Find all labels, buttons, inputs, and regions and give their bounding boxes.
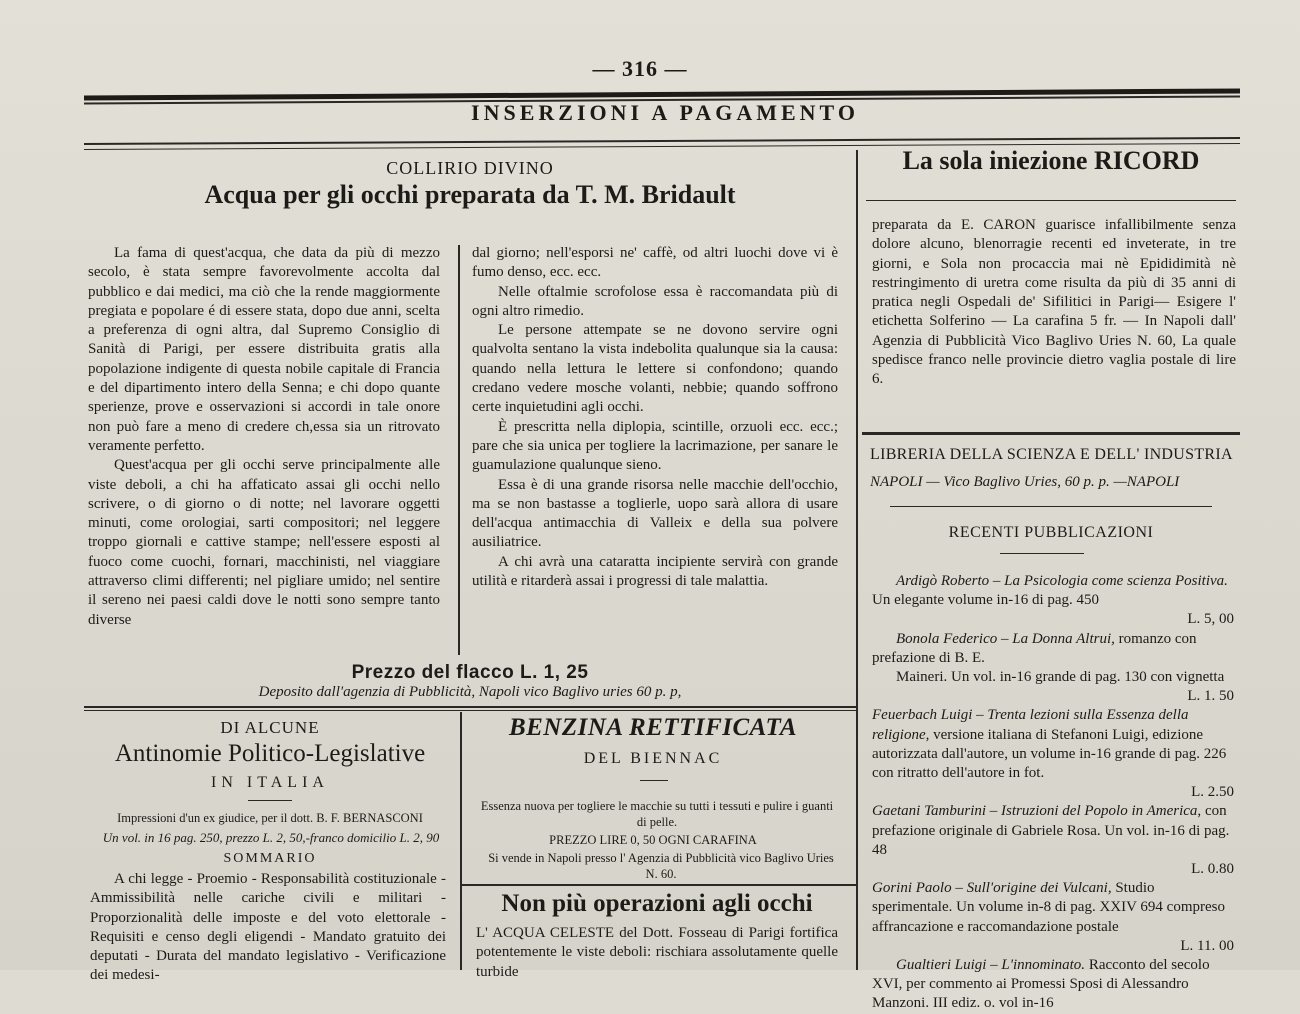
collirio-price: Prezzo del flacco L. 1, 25 — [351, 662, 589, 683]
benzina-headline: BENZINA RETTIFICATA — [508, 714, 798, 741]
ricord-rule — [866, 200, 1236, 201]
publication-author: Feuerbach Luigi – Trenta lezioni sulla Essenza della religione, — [872, 707, 1189, 743]
publication-entry — [872, 668, 1234, 706]
publication-price: L. 11. 00 — [1180, 937, 1234, 954]
publication-price: L. 0.80 — [1191, 861, 1234, 878]
collirio-paragraph: La fama di quest'acqua, che data da più di mezzo secolo, è stata sempre favorevolmente accolta dal pubblico e dai medici, ma ciò che la rende maggiormente pregiata e popolare é di essere stata, dopo due anni, scelta a preferenza di ogni altra, dal Supremo Consiglio di Sanità di Parigi, per essere distribuita gratis alla popolazione indigente di questa nobile capitale di Francia e del dipartimento intero della Senna; e chi dopo quante sperienze, prove e osservazioni si accordi in tale onore non può fare a meno di credere ch,essa sia un ritrovato veramente perfetto. — [88, 245, 440, 454]
publication-entry — [872, 956, 1234, 1014]
antinomie-sommario-title: SOMMARIO — [223, 851, 317, 866]
publication-text: versione italiana di Stefanoni Luigi, edizione autorizzata dall'autore, un volume in-16 grande di pag. 226 con ritratto dell'autore in fot. — [872, 726, 1227, 782]
antinomie-kicker: DI ALCUNE — [220, 718, 320, 737]
publication-text: Un elegante volume in-16 di pag. 450 — [872, 592, 1100, 609]
publication-author: Ardigò Roberto – La Psicologia come scienza Positiva. — [896, 573, 1228, 589]
ricord-body: preparata da E. CARON guarisce infallibilmente senza dolore alcuno, blenorragie recenti ed inveterate, in tre giorni, e Sola non procaccia mai nè Epididimità nè restringimento di uretra come risulta da più di 35 anni di pratica negli Ospedali de' Sifilitici in Parigi— Esigere l' etichetta Solferino — La carafina 5 fr. — In Napoli dall' Agenzia di Pubblicità Vico Baglivo Uries N. 60, La quale spedisce franco nelle provincie dietro vaglia postale di lire 6. — [872, 217, 1236, 388]
publication-text: Racconto del secolo XVI, per commento ai Promessi Sposi di Alessandro Manzoni. III ediz. o. vol in-16 — [872, 957, 1210, 1012]
antinomie-sub: IN ITALIA — [211, 774, 329, 791]
collirio-column-1 — [88, 244, 440, 630]
operazioni-body: L' ACQUA CELESTE del Dott. Fosseau di Parigi fortifica potentemente le viste deboli: rischiara assolutamente quelle turbide — [476, 925, 838, 980]
libreria-rule — [890, 506, 1212, 507]
recenti-title: RECENTI PUBBLICAZIONI — [948, 524, 1154, 541]
collirio-paragraph: Quest'acqua per gli occhi serve principalmente alle viste deboli, a chi ha affaticato assai gli occhi nello scrivere, o di giorno o di notte; nel lavorare oggetti minuti, come orologiai, sarti compositori; nel leggere troppo giornali e cattive stampe; nell'essere esposti al fuoco come cuochi, fornari, macchinisti, nel viaggiare attraverso climi differenti; nel pigliare umido; nel sentire il sereno nei paesi caldi dove le notti sono sempre tanto diverse — [88, 457, 440, 628]
publication-author: Gaetani Tamburini – Istruzioni del Popolo in America, — [872, 803, 1202, 820]
collirio-deposit: Deposito dall'agenzia di Pubblicità, Napoli vico Baglivo uries 60 p. p, — [258, 684, 682, 700]
libreria-address: NAPOLI — Vico Baglivo Uries, 60 p. p. —NAPOLI — [870, 474, 1180, 490]
collirio-paragraph: A chi avrà una cataratta incipiente servirà con grande utilità e ritarderà assai i progressi di tale malattia. — [472, 553, 838, 590]
collirio-column-2 — [472, 244, 838, 591]
publication-entry — [872, 802, 1234, 879]
publication-text: romanzo con prefazione di B. E. — [872, 630, 1197, 666]
publication-text: con prefazione originale di Gabriele Rosa. Un vol. in-16 di pag. 48 — [872, 803, 1230, 858]
libreria-title: LIBRERIA DELLA SCIENZA E DELL' INDUSTRIA — [870, 446, 1233, 463]
antinomie-headline: Antinomie Politico-Legislative — [114, 740, 426, 767]
column-divider-lower — [460, 712, 462, 970]
collirio-headline: Acqua per gli occhi preparata da T. M. Bridault — [204, 180, 736, 209]
benzina-sale: Si vende in Napoli presso l' Agenzia di Pubblicità vico Baglivo Uries N. 60. — [488, 851, 834, 881]
publication-entry — [872, 879, 1234, 956]
collirio-kicker: COLLIRIO DIVINO — [386, 158, 554, 178]
section-title: INSERZIONI A PAGAMENTO — [471, 100, 859, 125]
recenti-list — [872, 572, 1234, 1014]
benzina-sub: DEL BIENNAC — [583, 750, 723, 767]
publication-price: L. 2.50 — [1191, 784, 1234, 801]
publication-price: L. 5, 00 — [1187, 611, 1234, 628]
column-divider-right — [856, 150, 858, 970]
collirio-paragraph: È prescritta nella diplopia, scintille, orzuoli ecc. ecc.; pare che sia unica per togliere la lacrimazione, per sanare le guamulazione qualunque sieno. — [472, 418, 838, 474]
column-divider-middle — [458, 245, 460, 655]
collirio-paragraph: Essa è di una grande risorsa nelle macchie dell'occhio, ma se non bastasse a toglierle, uopo sarà allora di usare dell'acqua antimacchia di Valleix e della sua polvere ausiliatrice. — [472, 476, 838, 551]
page-number: — 316 — — [592, 56, 688, 81]
antinomie-sommario: A chi legge - Proemio - Responsabilità costituzionale - Ammissibilità nelle cariche civili e militari - Proporzionalità delle imposte e del voto elettorale - Requisiti e censo degli eligendi - Mandato gratuito dei deputati - Durata del mandato legislativo - Verificazione dei medesi- — [90, 871, 446, 984]
publication-price: L. 1. 50 — [1187, 688, 1234, 705]
benzina-bottom-rule — [460, 884, 856, 886]
collirio-bottom-rule-2 — [84, 710, 856, 711]
benzina-desc: Essenza nuova per togliere le macchie su tutti i tessuti e pulire i guanti di pelle. — [480, 799, 834, 829]
benzina-price: PREZZO LIRE 0, 50 OGNI CARAFINA — [549, 833, 757, 847]
collirio-bottom-rule — [84, 706, 856, 708]
publication-text: Maineri. Un vol. in-16 grande di pag. 130 con vignetta — [896, 669, 1225, 686]
collirio-paragraph: Le persone attempate se ne dovono servire ogni qualvolta sentano la vista indebolita qualunque sia la causa: quando nella lettura le lettere si confondono; quando credano vedere mosche volanti, nebbie; quando soffrono certe inquietudini agli occhi. — [472, 322, 838, 416]
collirio-paragraph: dal giorno; nell'esporsi ne' caffè, od altri luochi dove vi è fumo denso, ecc. ecc. — [472, 245, 838, 281]
publication-entry — [872, 630, 1234, 668]
recenti-rule — [1000, 553, 1084, 554]
operazioni-headline: Non più operazioni agli occhi — [501, 890, 813, 917]
antinomie-rule — [248, 800, 292, 801]
antinomie-edition: Un vol. in 16 pag. 250, prezzo L. 2, 50,-franco domicilio L. 2, 90 — [102, 830, 440, 845]
publication-author: Bonola Federico – La Donna Altrui, — [896, 630, 1115, 647]
ricord-headline: La sola iniezione RICORD — [902, 146, 1200, 175]
publication-entry — [872, 572, 1234, 630]
publication-author: Gorini Paolo – Sull'origine dei Vulcani, — [872, 880, 1112, 897]
antinomie-byline: Impressioni d'un ex giudice, per il dott. B. F. BERNASCONI — [117, 811, 423, 825]
collirio-paragraph: Nelle oftalmie scrofolose essa è raccomandata più di ogni altro rimedio. — [472, 283, 838, 319]
publication-author: Gualtieri Luigi – L'innominato. — [896, 957, 1086, 974]
ricord-bottom-rule — [862, 432, 1240, 435]
benzina-rule — [640, 780, 668, 781]
publication-entry — [872, 706, 1234, 802]
publication-text: Studio sperimentale. Un volume in-8 di pag. XXIV 694 compreso affrancazione e raccomandazione postale — [872, 880, 1225, 935]
